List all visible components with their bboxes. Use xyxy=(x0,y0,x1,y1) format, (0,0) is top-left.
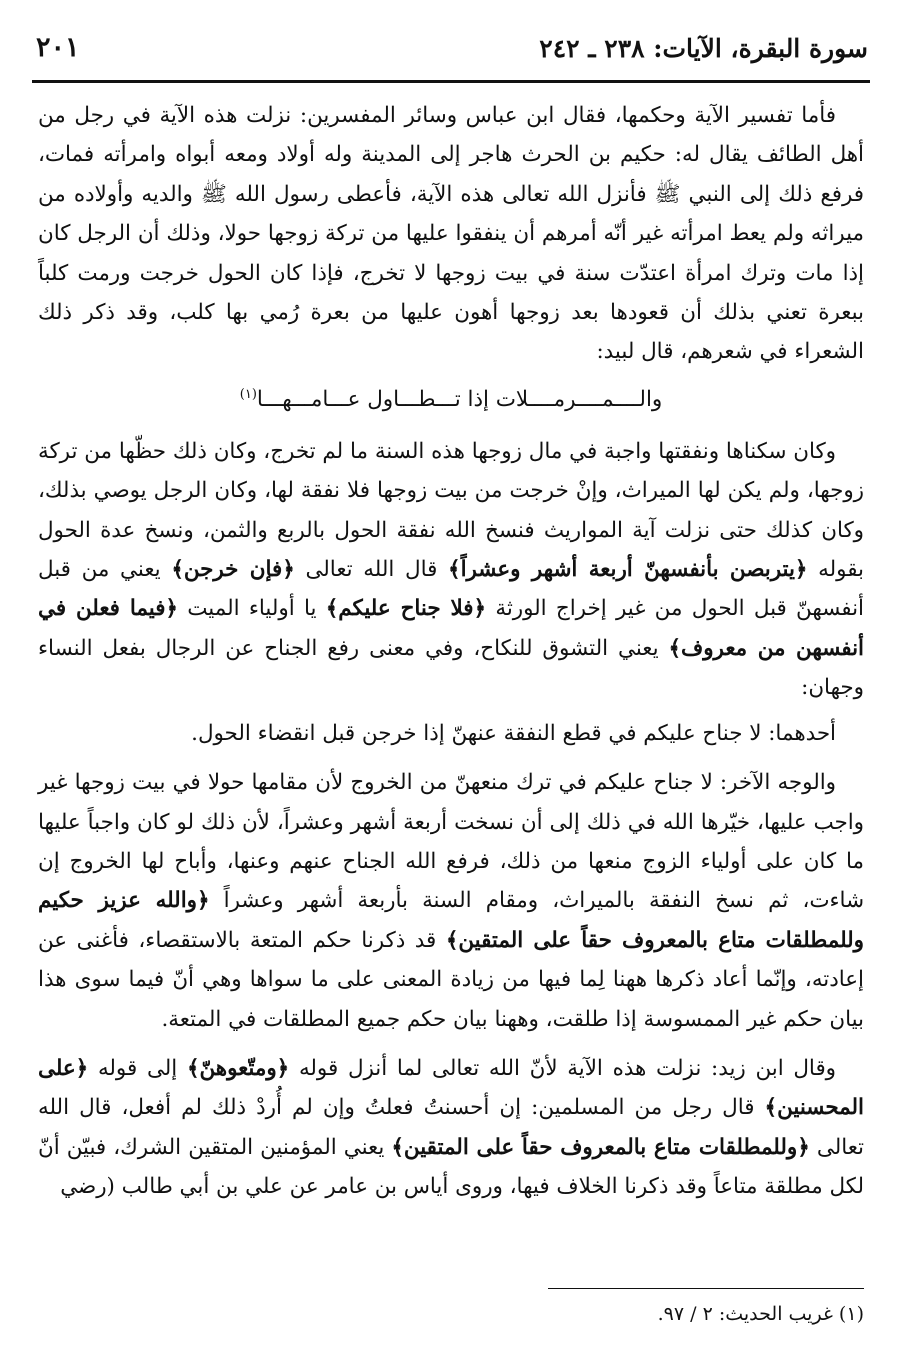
surah-verses-title: سورة البقرة، الآيات: ٢٣٨ ـ ٢٤٢ xyxy=(539,34,868,63)
running-header xyxy=(36,28,868,72)
footnote-divider xyxy=(548,1288,864,1289)
text-run: يا أولياء الميت xyxy=(177,596,326,622)
footnote xyxy=(658,1300,864,1328)
text-run: يعني التشوق للنكاح، وفي معنى رفع الجناح عن الرجال بفعل النساء وجهان: xyxy=(38,635,864,701)
text-run: قد ذكرنا حكم المتعة بالاستقصاء، فأغنى عن إعادته، وإنّما أعاد ذكرها ههنا لِما فيها من زيادة المعنى على ما سواها وهي أنّ فيما سوى هذا بيان حكم غير الممسوسة إذا طلقت، وههنا بيان حكم جميع المطلقات في المتعة. xyxy=(38,927,864,1032)
paragraph-occasion-of-revelation xyxy=(38,96,864,372)
paragraph-gap xyxy=(38,1039,864,1049)
text-run: قال الله تعالى xyxy=(294,557,449,583)
text-run: يعني المؤمنين المتقين الشرك، فبيّن أنّ لكل مطلقة متاعاً وقد ذكرنا الخلاف فيها، وروى أياس بن عامر عن علي بن أبي طالب (رضي xyxy=(38,1134,864,1200)
text-run: قال رجل من المسلمين: إن أحسنتُ فعلتُ وإن لم أُردْ ذلك لم أفعل، قال الله تعالى xyxy=(38,1095,865,1160)
paragraph-waiting-period xyxy=(38,432,864,708)
poem-line: والــــمــــرمــــلات إذا تـــطـــاول عـــامـــهـــا xyxy=(256,386,663,412)
quran-quote: ﴿فلا جناح عليكم﴾ xyxy=(325,596,487,622)
text-run: وقال ابن زيد: نزلت هذه الآية لأنّ الله تعالى لما أنزل قوله xyxy=(289,1055,837,1081)
text-run: يعني من قبل أنفسهنّ قبل الحول من غير إخراج الورثة xyxy=(38,557,864,622)
quran-quote: ﴿فإن خرجن﴾ xyxy=(171,557,295,583)
text-run: فأما تفسير الآية وحكمها، فقال ابن عباس وسائر المفسرين: نزلت هذه الآية في رجل من أهل الطائف يقال له: حكيم بن الحرث هاجر إلى المدينة وله أولاد ومعه أبواه وامرأته فمات، فرفع ذلك إلى النبي ﷺ فأنزل الله تعالى هذه الآية، فأعطى رسول الله ﷺ والديه وأولاده من ميراثه ولم يعط امرأته غير أنّه أمرهم أن ينفقوا عليها من تركة زوجها حولا، وذلك أن الرجل كان إذا مات وترك امرأة اعتدّت سنة في بيت زوجها لا تخرج، فإذا كان الحول خرجت ورمت كلباً ببعرة تعني بذلك أن قعودها بعد زوجها أهون عليها من بعرة رُمي بها كلب، وقد ذكر ذلك الشعراء في شعرهم، قال لبيد: xyxy=(38,103,864,365)
paragraph-first-view xyxy=(38,714,864,753)
header-divider xyxy=(32,80,870,83)
quran-quote: ﴿على المحسنين﴾ xyxy=(38,1055,864,1121)
poem-verse xyxy=(38,372,864,432)
quran-quote: ﴿وللمطلقات متاع بالمعروف حقاً على المتقين﴾ xyxy=(391,1134,810,1160)
paragraph-ibn-zayd xyxy=(38,1049,864,1207)
footnote-text: (١) غريب الحديث: ٢ / ٩٧. xyxy=(657,1303,864,1325)
quran-quote: ﴿فيما فعلن في أنفسهن من معروف﴾ xyxy=(38,596,864,661)
paragraph-second-view xyxy=(38,763,864,1039)
page-number: ٢٠١ xyxy=(36,32,80,63)
quran-quote: ﴿يتربصن بأنفسهنّ أربعة أشهر وعشراً﴾ xyxy=(448,557,808,583)
text-run: إلى قوله xyxy=(88,1055,187,1081)
quran-quote: ﴿ومتّعوهنّ﴾ xyxy=(186,1055,290,1081)
text-run: والوجه الآخر: لا جناح عليكم في ترك منعهنّ من الخروج لأن مقامها حولا في بيت زوجها غير واجب عليها، خيّرها الله في ذلك إلى أن نسخت أربعة أشهر وعشراً، لأن ذلك لو كان واجباً عليها ما كان على أولياء الزوج منعها من ذلك، فرفع الله الجناح عنهم وعنها، وأباح لها الخروج إن شاءت، ثم نسخ النفقة بالميراث، ومقام السنة بأربعة أشهر وعشراً xyxy=(38,770,864,914)
text-run: أحدهما: لا جناح عليكم في قطع النفقة عنهنّ إذا خرجن قبل انقضاء الحول. xyxy=(191,720,836,746)
footnote-marker: (١) xyxy=(239,386,257,402)
quran-quote: ﴿والله عزيز حكيم وللمطلقات متاع بالمعروف حقاً على المتقين﴾ xyxy=(38,888,864,953)
text-run: وكان سكناها ونفقتها واجبة في مال زوجها هذه السنة ما لم تخرج، وكان ذلك حظّها من تركة زوجها، ولم يكن لها الميراث، وإنْ خرجت من بيت زوجها فلا نفقة لها، وكان الرجل يوصي بذلك، وكان كذلك حتى نزلت آية المواريث فنسخ الله نفقة الحول بالربع والثمن، ونسخ عدة الحول بقوله xyxy=(38,438,864,583)
main-text xyxy=(38,96,864,1207)
